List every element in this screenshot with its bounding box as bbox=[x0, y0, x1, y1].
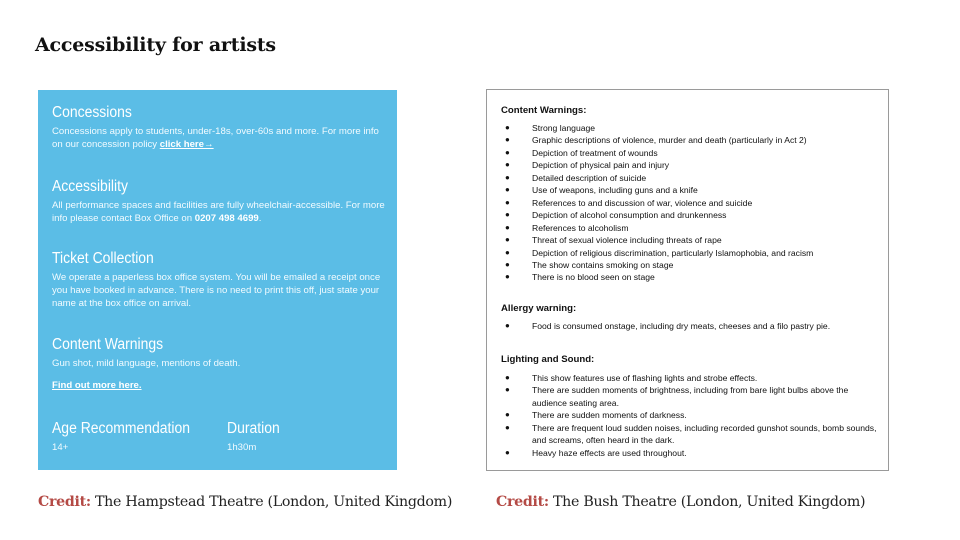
list-item bbox=[501, 422, 881, 447]
list-item bbox=[501, 384, 881, 409]
accessibility-heading: Accessibility bbox=[52, 178, 128, 195]
ticket-collection-text: We operate a paperless box office system. You will be emailed a receipt once you have booked in advance. There is no need to print this off, just state your name at the box office on arrival. bbox=[52, 272, 381, 309]
list-item bbox=[501, 184, 881, 196]
lighting-sound-list bbox=[501, 372, 881, 459]
concessions-heading: Concessions bbox=[52, 104, 132, 121]
bullet-icon: ● bbox=[505, 422, 510, 432]
bullet-icon: ● bbox=[505, 247, 510, 257]
list-item bbox=[501, 447, 881, 459]
list-item-text: Heavy haze effects are used throughout. bbox=[532, 447, 687, 458]
bush-warnings-document bbox=[486, 89, 889, 471]
credit-left bbox=[38, 494, 452, 510]
list-item-text: The show contains smoking on stage bbox=[532, 259, 674, 270]
concessions-section bbox=[52, 103, 387, 151]
find-out-more-link[interactable]: Find out more here. bbox=[52, 380, 142, 391]
bullet-icon: ● bbox=[505, 123, 510, 132]
bullet-icon: ● bbox=[505, 185, 510, 195]
list-item-text: Graphic descriptions of violence, murder and death (particularly in Act 2) bbox=[532, 135, 807, 146]
list-item bbox=[501, 320, 881, 332]
bullet-icon: ● bbox=[505, 147, 510, 157]
bullet-icon: ● bbox=[505, 447, 510, 457]
duration-value: 1h30m bbox=[227, 442, 257, 453]
list-item bbox=[501, 159, 881, 171]
age-recommendation-heading: Age Recommendation bbox=[52, 420, 191, 437]
list-item bbox=[501, 234, 881, 246]
content-warnings-doc-heading: Content Warnings: bbox=[501, 105, 587, 116]
bullet-icon: ● bbox=[505, 160, 510, 170]
age-recommendation-section bbox=[52, 419, 222, 454]
concessions-link[interactable]: click here→ bbox=[159, 139, 214, 150]
list-item-text: Strong language bbox=[532, 123, 596, 133]
ticket-collection-section bbox=[52, 249, 387, 310]
allergy-heading: Allergy warning: bbox=[501, 303, 577, 314]
list-item bbox=[501, 209, 881, 221]
list-item-text: Depiction of physical pain and injury bbox=[532, 160, 670, 171]
bullet-icon: ● bbox=[505, 222, 510, 232]
bullet-icon: ● bbox=[505, 197, 510, 207]
accessibility-section bbox=[52, 177, 387, 225]
content-warnings-list bbox=[501, 122, 881, 284]
credit-label-left: Credit: bbox=[38, 494, 91, 510]
concessions-text bbox=[52, 125, 387, 151]
list-item bbox=[501, 372, 881, 384]
bullet-icon: ● bbox=[505, 135, 510, 145]
list-item-text: There are sudden moments of brightness, including from bare light bulbs above the audience seating area. bbox=[532, 385, 849, 408]
list-item bbox=[501, 222, 881, 234]
list-item-text: There are frequent loud sudden noises, including recorded gunshot sounds, bomb sounds, and screams, often heard in the dark. bbox=[532, 422, 877, 446]
content-warnings-text: Gun shot, mild language, mentions of death. bbox=[52, 358, 241, 369]
list-item bbox=[501, 409, 881, 421]
ticket-collection-heading: Ticket Collection bbox=[52, 250, 154, 267]
list-item-text: Depiction of alcohol consumption and drunkenness bbox=[532, 210, 727, 221]
list-item-text: Food is consumed onstage, including dry meats, cheeses and a filo pastry pie. bbox=[532, 321, 831, 331]
list-item-text: Depiction of treatment of wounds bbox=[532, 147, 658, 158]
bullet-icon: ● bbox=[505, 172, 510, 182]
list-item bbox=[501, 134, 881, 146]
accessibility-body: All performance spaces and facilities are fully wheelchair-accessible. For more info please contact Box Office on bbox=[52, 200, 385, 224]
content-warnings-heading: Content Warnings bbox=[52, 336, 164, 353]
content-warnings-section bbox=[52, 335, 387, 393]
list-item-text: Depiction of religious discrimination, particularly Islamophobia, and racism bbox=[532, 247, 814, 258]
bullet-icon: ● bbox=[505, 410, 510, 420]
hampstead-info-panel bbox=[38, 90, 397, 470]
bullet-icon: ● bbox=[505, 272, 510, 282]
duration-section bbox=[227, 419, 377, 454]
list-item-text: There are sudden moments of darkness. bbox=[532, 410, 687, 421]
list-item-text: This show features use of flashing lights and strobe effects. bbox=[532, 373, 758, 383]
list-item-text: Threat of sexual violence including threats of rape bbox=[532, 235, 722, 246]
list-item-text: References to and discussion of war, violence and suicide bbox=[532, 197, 753, 208]
accessibility-text bbox=[52, 199, 387, 225]
list-item bbox=[501, 259, 881, 271]
bullet-icon: ● bbox=[505, 259, 510, 269]
age-recommendation-value: 14+ bbox=[52, 442, 69, 453]
bullet-icon: ● bbox=[505, 385, 510, 395]
list-item-text: References to alcoholism bbox=[532, 222, 629, 233]
duration-heading: Duration bbox=[227, 420, 280, 437]
credit-label-right: Credit: bbox=[496, 494, 549, 510]
list-item bbox=[501, 147, 881, 159]
box-office-phone[interactable]: 0207 498 4699 bbox=[194, 213, 259, 224]
accessibility-end: . bbox=[258, 213, 262, 224]
list-item bbox=[501, 122, 881, 134]
list-item bbox=[501, 172, 881, 184]
list-item-text: There is no blood seen on stage bbox=[532, 272, 655, 283]
list-item bbox=[501, 271, 881, 283]
credit-source-right: The Bush Theatre (London, United Kingdom) bbox=[553, 494, 866, 510]
lighting-sound-heading: Lighting and Sound: bbox=[501, 354, 595, 365]
list-item-text: Detailed description of suicide bbox=[532, 172, 647, 183]
concessions-body: Concessions apply to students, under-18s, over-60s and more. For more info on our concession policy bbox=[52, 126, 379, 150]
list-item bbox=[501, 197, 881, 209]
allergy-list bbox=[501, 320, 881, 332]
credit-source-left: The Hampstead Theatre (London, United Kingdom) bbox=[95, 494, 453, 510]
slide-title: Accessibility for artists bbox=[35, 34, 276, 56]
bullet-icon: ● bbox=[505, 210, 510, 220]
list-item-text: Use of weapons, including guns and a knife bbox=[532, 185, 698, 196]
list-item bbox=[501, 247, 881, 259]
bullet-icon: ● bbox=[505, 373, 510, 382]
bullet-icon: ● bbox=[505, 235, 510, 245]
credit-right bbox=[496, 494, 865, 510]
bullet-icon: ● bbox=[505, 321, 510, 330]
